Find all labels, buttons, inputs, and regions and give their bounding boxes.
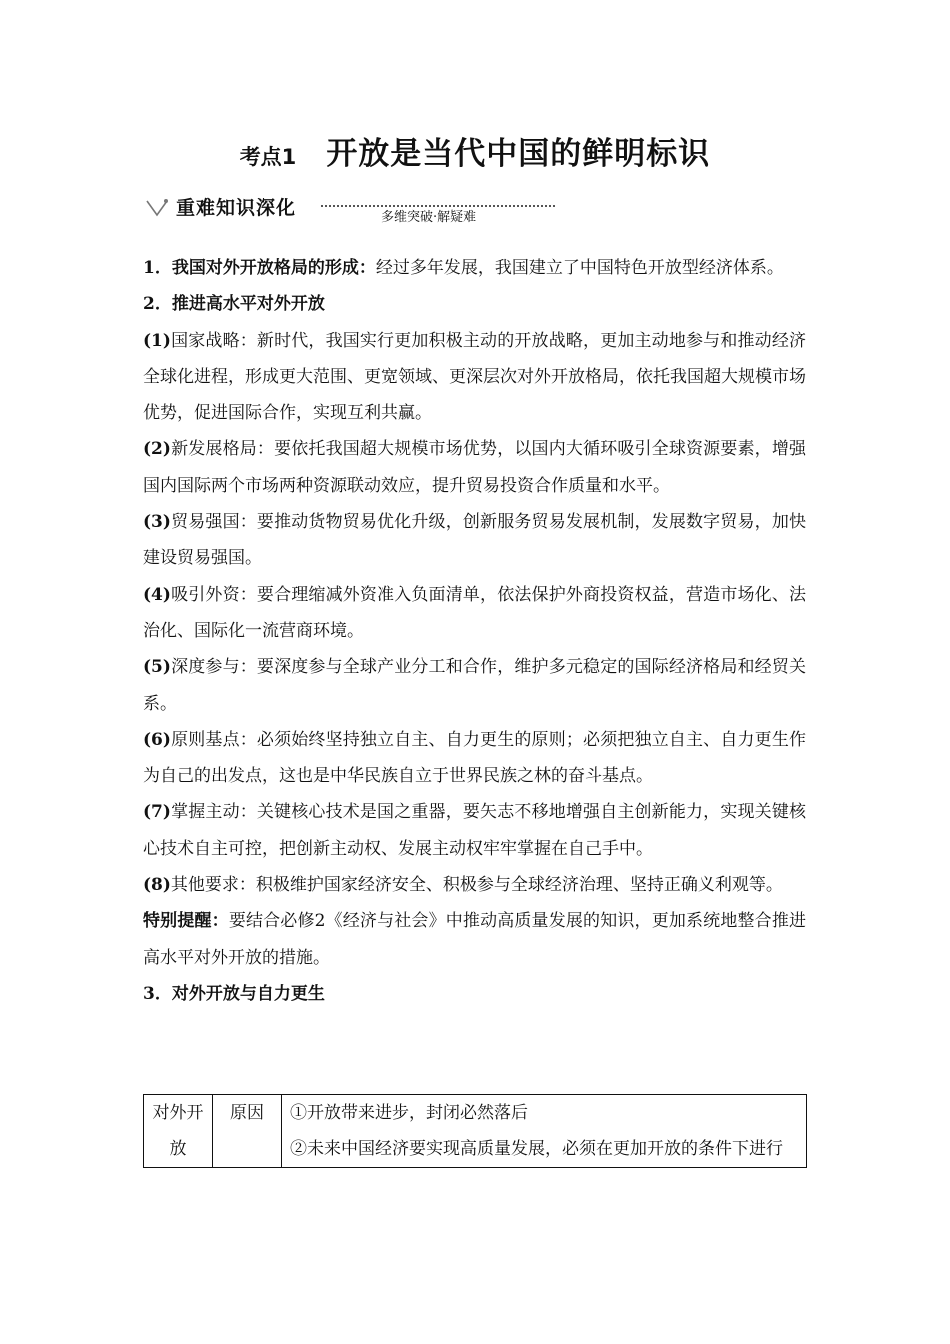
paragraph: (6)原则基点：必须始终坚持独立自主、自力更生的原则；必须把独立自主、自力更生作为自己的出发点，这也是中华民族自立于世界民族之林的奋斗基点。 — [143, 729, 806, 787]
page-title — [0, 128, 950, 173]
table-line: ②未来中国经济要实现高质量发展，必须在更加开放的条件下进行 — [290, 1139, 783, 1159]
paragraph-heading: 2．推进高水平对外开放 — [143, 294, 325, 315]
paragraph: (2)新发展格局：要依托我国超大规模市场优势，以国内大循环吸引全球资源要素，增强国内国际两个市场两种资源联动效应，提升贸易投资合作质量和水平。 — [143, 439, 806, 496]
section-title: 重难知识深化 — [176, 197, 297, 219]
paragraph: (8)其他要求：积极维护国家经济安全、积极参与全球经济治理、坚持正确义利观等。 — [143, 875, 783, 896]
paragraph: (7)掌握主动：关键核心技术是国之重器，要矢志不移地增强自主创新能力，实现关键核心技术自主可控，把创新主动权、发展主动权牢牢掌握在自己手中。 — [143, 802, 806, 859]
topic-tag: 考点1 — [239, 145, 297, 169]
paragraph: (3)贸易强国：要推动货物贸易优化升级，创新服务贸易发展机制，发展数字贸易，加快建设贸易强国。 — [143, 512, 806, 569]
knowledge-content — [143, 250, 806, 1012]
topic-title: 开放是当代中国的鲜明标识 — [326, 136, 711, 172]
paragraph: (4)吸引外资：要合理缩减外资准入负面清单，依法保护外商投资权益，营造市场化、法治化、国际化一流营商环境。 — [143, 584, 806, 641]
table-cell-category: 对外开放 — [144, 1095, 213, 1168]
section-header — [146, 194, 566, 228]
table-cell-aspect: 原因 — [213, 1095, 282, 1168]
section-subtitle: 多维突破·解疑难 — [381, 210, 477, 225]
paragraph-heading: 3．对外开放与自力更生 — [143, 983, 325, 1004]
table-line: ①开放带来进步，封闭必然落后 — [290, 1103, 528, 1123]
paragraph: (5)深度参与：要深度参与全球产业分工和合作，维护多元稳定的国际经济格局和经贸关系。 — [143, 657, 806, 714]
special-note: 特别提醒：要结合必修2《经济与社会》中推动高质量发展的知识，更加系统地整合推进高水平对外开放的措施。 — [143, 911, 806, 968]
triangle-icon — [146, 198, 170, 218]
comparison-table — [143, 1094, 807, 1168]
paragraph: 1．我国对外开放格局的形成：经过多年发展，我国建立了中国特色开放型经济体系。 — [143, 258, 784, 278]
table-row — [144, 1095, 807, 1168]
table-cell-content — [282, 1095, 807, 1168]
paragraph: (1)国家战略：新时代，我国实行更加积极主动的开放战略，更加主动地参与和推动经济全球化进程，形成更大范围、更宽领域、更深层次对外开放格局，依托我国超大规模市场优势，促进国际合作，实现互利共赢。 — [143, 330, 806, 424]
